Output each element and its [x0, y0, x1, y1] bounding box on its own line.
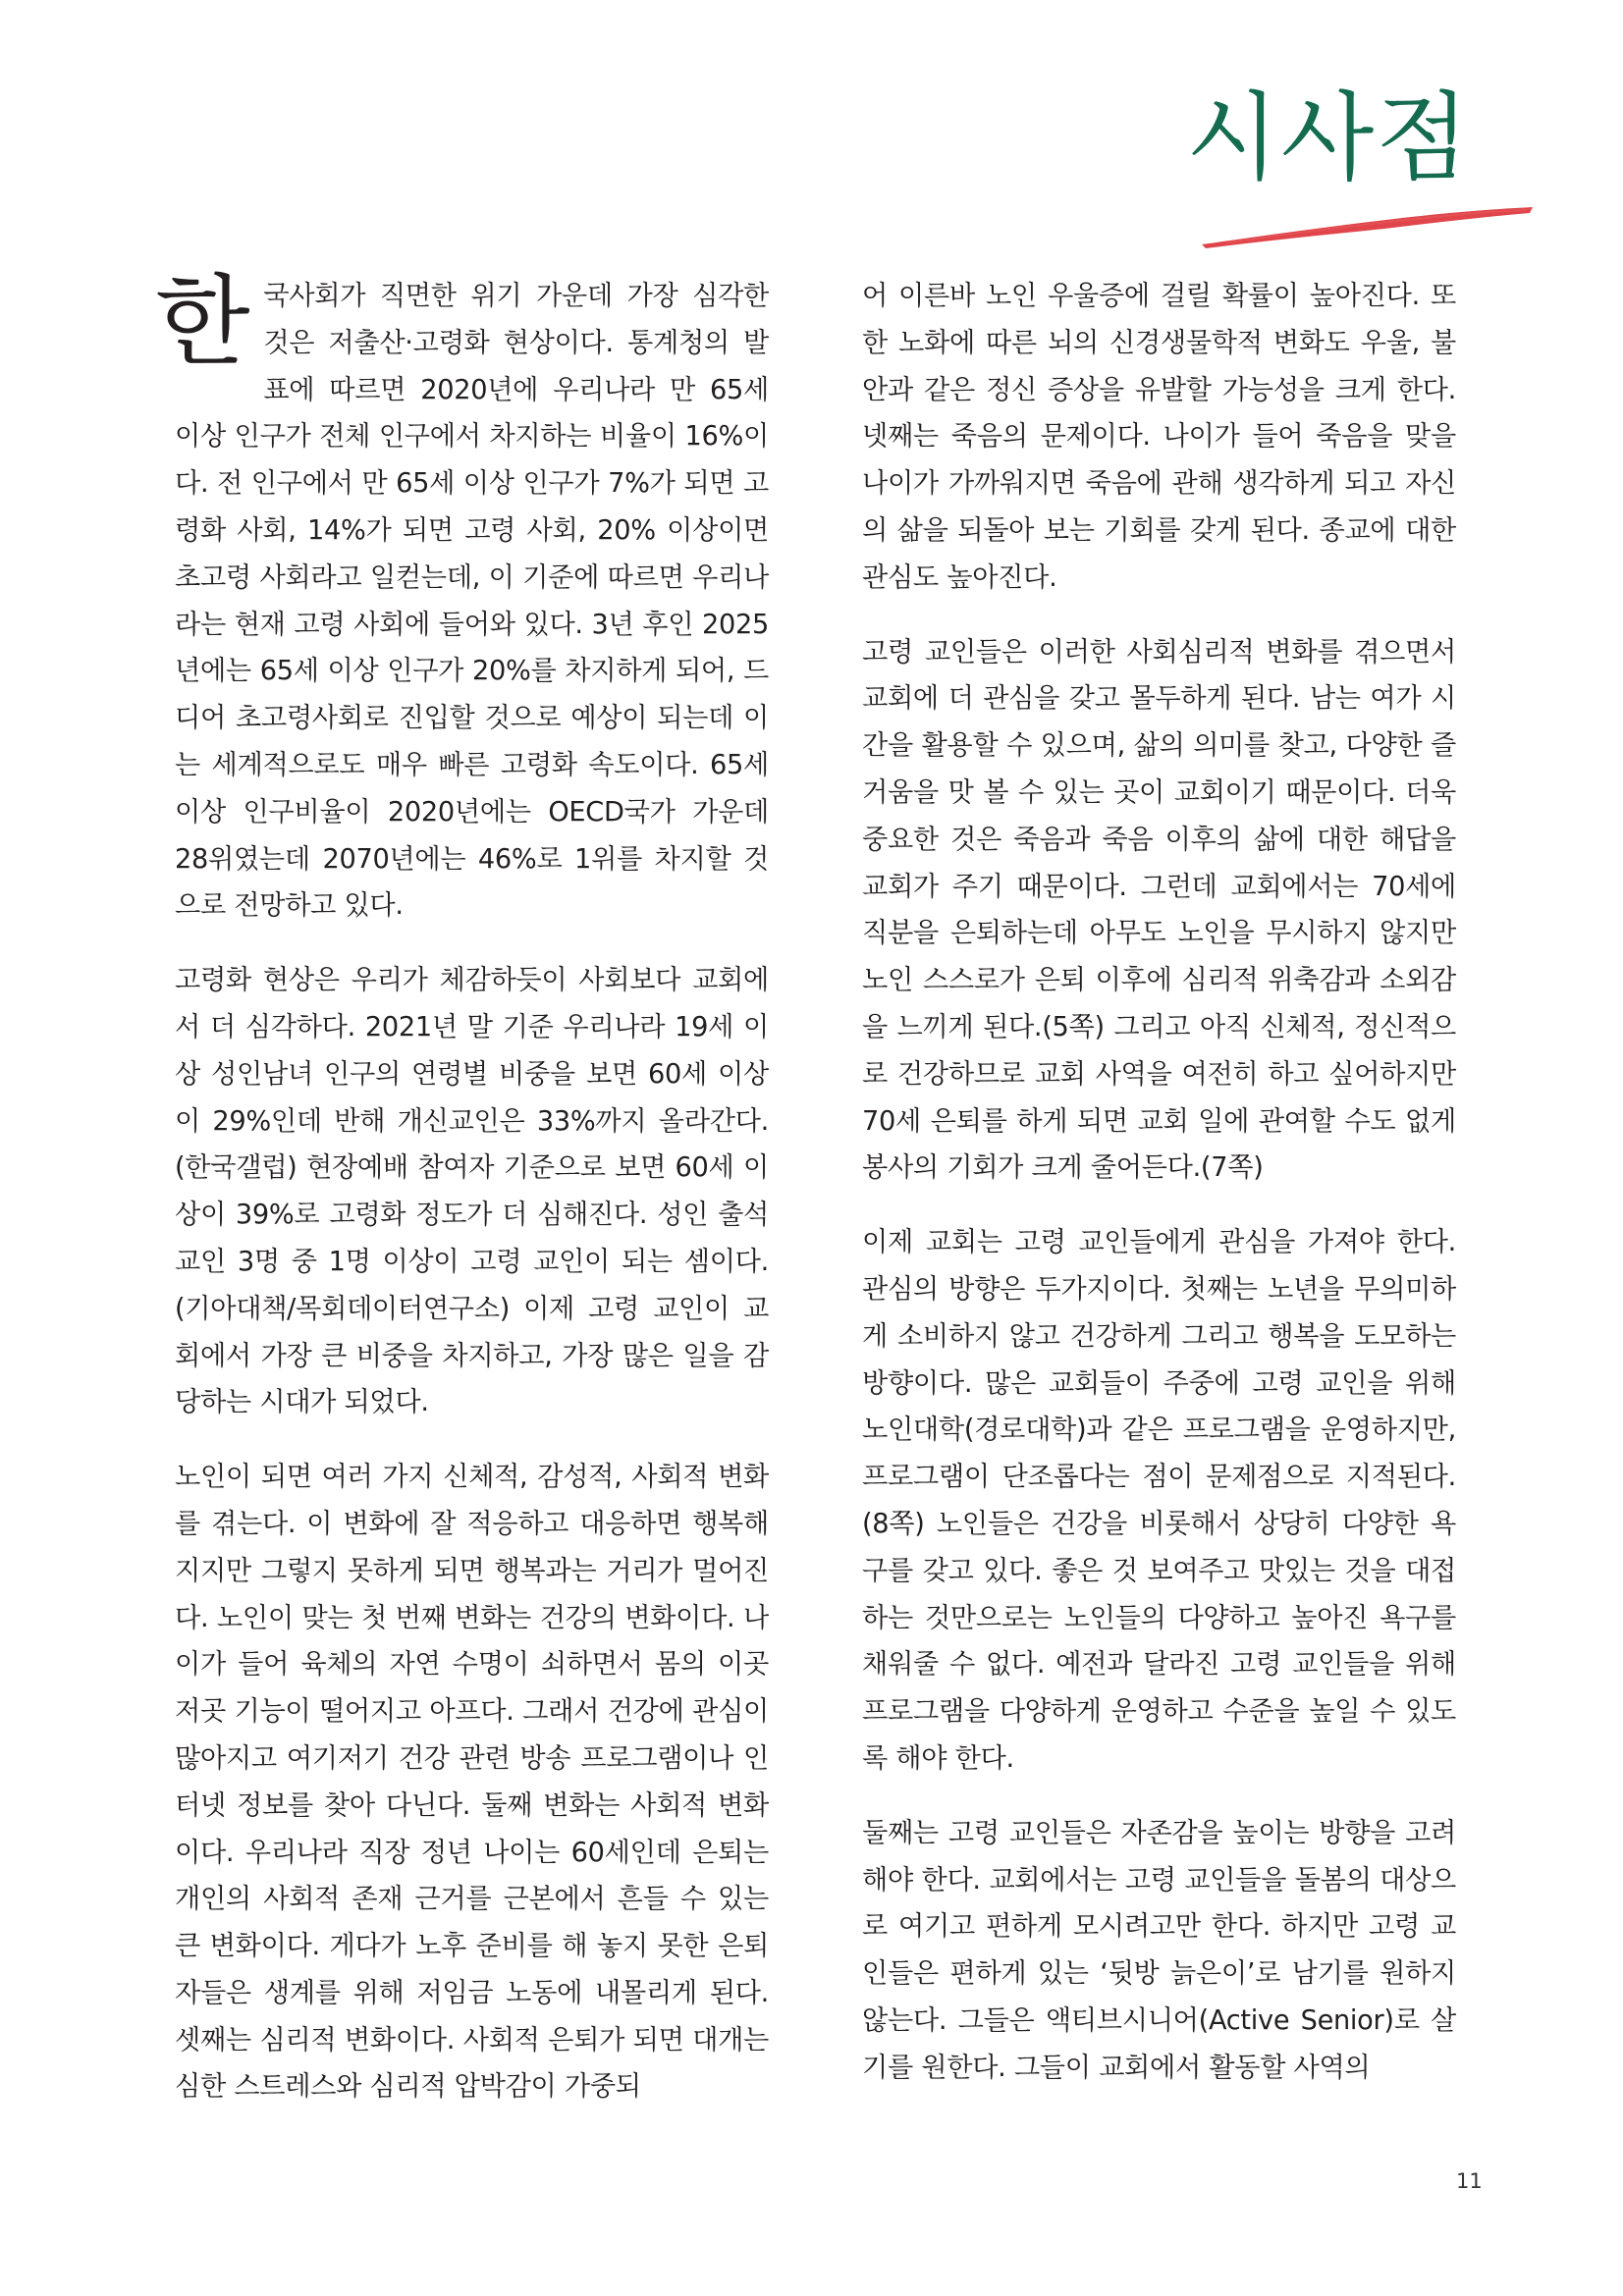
paragraph: 어 이른바 노인 우울증에 걸릴 확률이 높아진다. 또한 노화에 따른 뇌의 신경생물학적 변화도 우울, 불안과 같은 정신 증상을 유발할 가능성을 크게 한다. 넷째는 죽음의 문제이다. 나이가 들어 죽음을 맞을 나이가 가까워지면 죽음에 관해 생각하게 되고 자신의 삶을 되돌아 보는 기회를 갖게 된다. 종교에 대한 관심도 높아진다. — [862, 281, 1456, 593]
left-column — [155, 264, 769, 2138]
section-title: 시사점 — [1186, 82, 1472, 194]
paragraph: 고령화 현상은 우리가 체감하듯이 사회보다 교회에서 더 심각하다. 2021년 말 기준 우리나라 19세 이상 성인남녀 인구의 연령별 비중을 보면 60세 이상이 29%인데 반해 개신교인은 33%까지 올라간다.(한국갤럽) 현장예배 참여자 기준으로 보면 60세 이상이 39%로 고령화 정도가 더 심해진다. 성인 출석교인 3명 중 1명 이상이 고령 교인이 되는 셈이다.(기아대책/목회데이터연구소) 이제 고령 교인이 교회에서 가장 큰 비중을 차지하고, 가장 많은 일을 감당하는 시대가 되었다. — [175, 965, 769, 1418]
drop-cap: 한 — [155, 264, 250, 379]
paragraph: 고령 교인들은 이러한 사회심리적 변화를 겪으면서 교회에 더 관심을 갖고 몰두하게 된다. 남는 여가 시간을 활용할 수 있으며, 삶의 의미를 찾고, 다양한 즐거움을 맛 볼 수 있는 곳이 교회이기 때문이다. 더욱 중요한 것은 죽음과 죽음 이후의 삶에 대한 해답을 교회가 주기 때문이다. 그런데 교회에서는 70세에 직분을 은퇴하는데 아무도 노인을 무시하지 않지만 노인 스스로가 은퇴 이후에 심리적 위축감과 소외감을 느끼게 된다.(5쪽) 그리고 아직 신체적, 정신적으로 건강하므로 교회 사역을 여전히 하고 싶어하지만 70세 은퇴를 하게 되면 교회 일에 관여할 수도 없게 봉사의 기회가 크게 줄어든다.(7쪽) — [862, 636, 1456, 1184]
paragraph — [155, 264, 769, 930]
paragraph: 노인이 되면 여러 가지 신체적, 감성적, 사회적 변화를 겪는다. 이 변화에 잘 적응하고 대응하면 행복해지지만 그렇지 못하게 되면 행복과는 거리가 멀어진다. 노인이 맞는 첫 번째 변화는 건강의 변화이다. 나이가 들어 육체의 자연 수명이 쇠하면서 몸의 이곳 저곳 기능이 떨어지고 아프다. 그래서 건강에 관심이 많아지고 여기저기 건강 관련 방송 프로그램이나 인터넷 정보를 찾아 다닌다. 둘째 변화는 사회적 변화이다. 우리나라 직장 정년 나이는 60세인데 은퇴는 개인의 사회적 존재 근거를 근본에서 흔들 수 있는 큰 변화이다. 게다가 노후 준비를 해 놓지 못한 은퇴자들은 생계를 위해 저임금 노동에 내몰리게 된다. 셋째는 심리적 변화이다. 사회적 은퇴가 되면 대개는 심한 스트레스와 심리적 압박감이 가중되 — [175, 1462, 769, 2103]
paragraph-text: 국사회가 직면한 위기 가운데 가장 심각한 것은 저출산·고령화 현상이다. 통계청의 발표에 따르면 2020년에 우리나라 만 65세 이상 인구가 전체 인구에서 차지하는 비율이 16%이다. 전 인구에서 만 65세 이상 인구가 7%가 되면 고령화 사회, 14%가 되면 고령 사회, 20% 이상이면 초고령 사회라고 일컫는데, 이 기준에 따르면 우리나라는 현재 고령 사회에 들어와 있다. 3년 후인 2025년에는 65세 이상 인구가 20%를 차지하게 되어, 드디어 초고령사회로 진입할 것으로 예상이 되는데 이는 세계적으로도 매우 빠른 고령화 속도이다. 65세 이상 인구비율이 2020년에는 OECD국가 가운데 28위였는데 2070년에는 46%로 1위를 차지할 것으로 전망하고 있다. — [175, 281, 769, 922]
right-column — [862, 273, 1456, 2118]
page-number: 11 — [1456, 2169, 1483, 2193]
paragraph: 둘째는 고령 교인들은 자존감을 높이는 방향을 고려해야 한다. 교회에서는 고령 교인들을 돌봄의 대상으로 여기고 편하게 모시려고만 한다. 하지만 고령 교인들은 편하게 있는 ‘뒷방 늙은이’로 남기를 원하지 않는다. 그들은 액티브시니어(Active Senior)로 살기를 원한다. 그들이 교회에서 활동할 사역의 — [862, 1817, 1456, 2083]
red-brush-stroke — [1198, 201, 1537, 250]
paragraph: 이제 교회는 고령 교인들에게 관심을 가져야 한다. 관심의 방향은 두가지이다. 첫째는 노년을 무의미하게 소비하지 않고 건강하게 그리고 행복을 도모하는 방향이다. 많은 교회들이 주중에 고령 교인을 위해 노인대학(경로대학)과 같은 프로그램을 운영하지만, 프로그램이 단조롭다는 점이 문제점으로 지적된다.(8쪽) 노인들은 건강을 비롯해서 상당히 다양한 욕구를 갖고 있다. 좋은 것 보여주고 맛있는 것을 대접하는 것만으로는 노인들의 다양하고 높아진 욕구를 채워줄 수 없다. 예전과 달라진 고령 교인들을 위해 프로그램을 다양하게 운영하고 수준을 높일 수 있도록 해야 한다. — [862, 1227, 1456, 1774]
